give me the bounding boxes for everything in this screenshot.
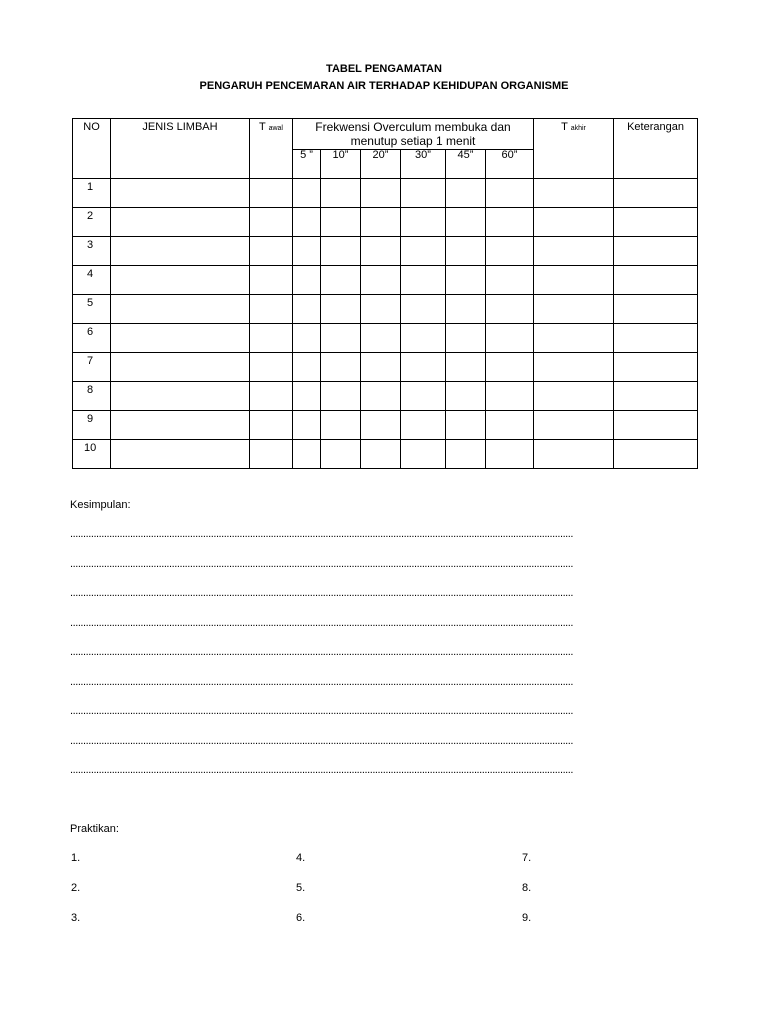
table-cell[interactable]: [293, 353, 321, 382]
praktikan-item: 8.: [522, 882, 532, 894]
table-cell[interactable]: [486, 324, 534, 353]
table-cell[interactable]: [614, 237, 698, 266]
table-cell[interactable]: [293, 237, 321, 266]
table-row: [73, 411, 698, 440]
observation-table: [72, 118, 698, 469]
table-cell[interactable]: [446, 353, 486, 382]
table-cell[interactable]: [446, 179, 486, 208]
table-cell[interactable]: [321, 179, 361, 208]
table-cell[interactable]: [250, 324, 293, 353]
table-cell[interactable]: [534, 208, 614, 237]
table-row: [73, 295, 698, 324]
table-cell[interactable]: [361, 324, 401, 353]
table-cell[interactable]: [321, 295, 361, 324]
table-cell[interactable]: [111, 324, 250, 353]
table-cell[interactable]: [486, 237, 534, 266]
table-cell[interactable]: [534, 295, 614, 324]
tick-20: 20”: [361, 150, 401, 179]
header-t-awal: T awal: [250, 119, 293, 179]
table-cell[interactable]: [446, 295, 486, 324]
row-number: 1: [73, 179, 111, 208]
table-cell[interactable]: [293, 179, 321, 208]
table-cell[interactable]: [486, 179, 534, 208]
praktikan-label: Praktikan:: [70, 823, 119, 835]
table-cell[interactable]: [401, 411, 446, 440]
header-frekwensi: Frekwensi Overculum membuka dan menutup setiap 1 menit: [293, 119, 534, 150]
table-cell[interactable]: [534, 237, 614, 266]
table-cell[interactable]: [534, 440, 614, 469]
row-number: 2: [73, 208, 111, 237]
conclusion-line[interactable]: .................................................................................................................................................................................................: [70, 557, 573, 570]
table-cell[interactable]: [486, 411, 534, 440]
tick-10: 10”: [321, 150, 361, 179]
table-cell[interactable]: [486, 353, 534, 382]
table-cell[interactable]: [293, 295, 321, 324]
table-cell[interactable]: [321, 324, 361, 353]
praktikan-item: 9.: [522, 912, 532, 924]
table-cell[interactable]: [361, 382, 401, 411]
praktikan-item: 1.: [71, 852, 81, 864]
table-cell[interactable]: [534, 353, 614, 382]
table-cell[interactable]: [293, 324, 321, 353]
table-row: [73, 382, 698, 411]
table-cell[interactable]: [534, 266, 614, 295]
table-cell[interactable]: [361, 295, 401, 324]
table-cell[interactable]: [111, 295, 250, 324]
doc-title: TABEL PENGAMATAN: [326, 63, 442, 75]
table-cell[interactable]: [401, 237, 446, 266]
table-row: [73, 440, 698, 469]
table-row: [73, 208, 698, 237]
table-cell[interactable]: [446, 266, 486, 295]
table-cell[interactable]: [361, 266, 401, 295]
table-cell[interactable]: [401, 295, 446, 324]
tick-5: 5 ”: [293, 150, 321, 179]
table-cell[interactable]: [250, 382, 293, 411]
table-cell[interactable]: [534, 324, 614, 353]
praktikan-item: 7.: [522, 852, 532, 864]
table-cell[interactable]: [401, 208, 446, 237]
table-cell[interactable]: [401, 266, 446, 295]
kesimpulan-label: Kesimpulan:: [70, 499, 131, 511]
row-number: 10: [73, 440, 111, 469]
table-cell[interactable]: [446, 237, 486, 266]
row-number: 8: [73, 382, 111, 411]
table-cell[interactable]: [614, 324, 698, 353]
table-row: [73, 179, 698, 208]
conclusion-line[interactable]: .................................................................................................................................................................................................: [70, 587, 573, 599]
table-cell[interactable]: [361, 411, 401, 440]
table-cell[interactable]: [111, 266, 250, 295]
tick-60: 60”: [486, 150, 534, 179]
table-cell[interactable]: [293, 440, 321, 469]
table-row: [73, 353, 698, 382]
praktikan-item: 5.: [296, 882, 306, 894]
table-cell[interactable]: [111, 208, 250, 237]
table-cell[interactable]: [361, 353, 401, 382]
table-cell[interactable]: [446, 324, 486, 353]
tick-30: 30”: [401, 150, 446, 179]
table-cell[interactable]: [111, 440, 250, 469]
table-row: [73, 324, 698, 353]
table-cell[interactable]: [361, 440, 401, 469]
table-cell[interactable]: [486, 382, 534, 411]
table-cell[interactable]: [111, 353, 250, 382]
table-cell[interactable]: [401, 440, 446, 469]
table-cell[interactable]: [401, 353, 446, 382]
table-cell[interactable]: [111, 411, 250, 440]
doc-subtitle: PENGARUH PENCEMARAN AIR TERHADAP KEHIDUPAN ORGANISME: [199, 80, 569, 92]
table-cell[interactable]: [321, 266, 361, 295]
table-cell[interactable]: [250, 266, 293, 295]
table-cell[interactable]: [361, 179, 401, 208]
table-cell[interactable]: [250, 179, 293, 208]
table-cell[interactable]: [250, 440, 293, 469]
table-cell[interactable]: [534, 382, 614, 411]
header-t-akhir: T akhir: [534, 119, 614, 179]
row-number: 6: [73, 324, 111, 353]
table-cell[interactable]: [111, 382, 250, 411]
table-cell[interactable]: [321, 208, 361, 237]
table-cell[interactable]: [614, 266, 698, 295]
table-cell[interactable]: [614, 208, 698, 237]
table-cell[interactable]: [446, 411, 486, 440]
praktikan-item: 3.: [71, 912, 81, 924]
table-cell[interactable]: [361, 208, 401, 237]
table-cell[interactable]: [401, 179, 446, 208]
table-cell[interactable]: [401, 382, 446, 411]
table-cell[interactable]: [446, 440, 486, 469]
row-number: 7: [73, 353, 111, 382]
table-cell[interactable]: [486, 295, 534, 324]
table-cell[interactable]: [321, 237, 361, 266]
conclusion-line[interactable]: .................................................................................................................................................................................................: [70, 646, 573, 658]
table-cell[interactable]: [250, 295, 293, 324]
table-cell[interactable]: [401, 324, 446, 353]
conclusion-line[interactable]: .................................................................................................................................................................................................: [70, 705, 573, 717]
table-cell[interactable]: [293, 382, 321, 411]
table-cell[interactable]: [614, 353, 698, 382]
table-cell[interactable]: [486, 440, 534, 469]
table-cell[interactable]: [614, 440, 698, 469]
table-cell[interactable]: [321, 440, 361, 469]
table-cell[interactable]: [614, 295, 698, 324]
row-number: 4: [73, 266, 111, 295]
row-number: 9: [73, 411, 111, 440]
table-cell[interactable]: [111, 179, 250, 208]
table-row: [73, 237, 698, 266]
table-cell[interactable]: [250, 353, 293, 382]
header-jenis-limbah: JENIS LIMBAH: [111, 119, 250, 179]
row-number: 3: [73, 237, 111, 266]
tick-45: 45”: [446, 150, 486, 179]
header-no: NO: [73, 119, 111, 179]
table-cell[interactable]: [446, 382, 486, 411]
praktikan-item: 6.: [296, 912, 306, 924]
table-cell[interactable]: [111, 237, 250, 266]
header-keterangan: Keterangan: [614, 119, 698, 179]
table-cell[interactable]: [293, 266, 321, 295]
table-cell[interactable]: [293, 208, 321, 237]
conclusion-line[interactable]: .................................................................................................................................................................................................: [70, 616, 573, 629]
table-cell[interactable]: [614, 411, 698, 440]
table-cell[interactable]: [250, 208, 293, 237]
table-cell[interactable]: [321, 353, 361, 382]
table-cell[interactable]: [321, 411, 361, 440]
table-cell[interactable]: [361, 237, 401, 266]
table-cell[interactable]: [614, 382, 698, 411]
table-cell[interactable]: [293, 411, 321, 440]
table-cell[interactable]: [534, 179, 614, 208]
conclusion-line[interactable]: .................................................................................................................................................................................................: [70, 675, 573, 688]
table-cell[interactable]: [534, 411, 614, 440]
table-cell[interactable]: [486, 266, 534, 295]
conclusion-line[interactable]: .................................................................................................................................................................................................: [70, 734, 573, 747]
table-cell[interactable]: [250, 237, 293, 266]
table-cell[interactable]: [486, 208, 534, 237]
conclusion-line[interactable]: .................................................................................................................................................................................................: [70, 764, 573, 776]
table-cell[interactable]: [321, 382, 361, 411]
table-cell[interactable]: [250, 411, 293, 440]
table-cell[interactable]: [446, 208, 486, 237]
table-row: [73, 266, 698, 295]
praktikan-item: 4.: [296, 852, 306, 864]
conclusion-line[interactable]: .................................................................................................................................................................................................: [70, 528, 573, 540]
row-number: 5: [73, 295, 111, 324]
praktikan-item: 2.: [71, 882, 81, 894]
table-cell[interactable]: [614, 179, 698, 208]
